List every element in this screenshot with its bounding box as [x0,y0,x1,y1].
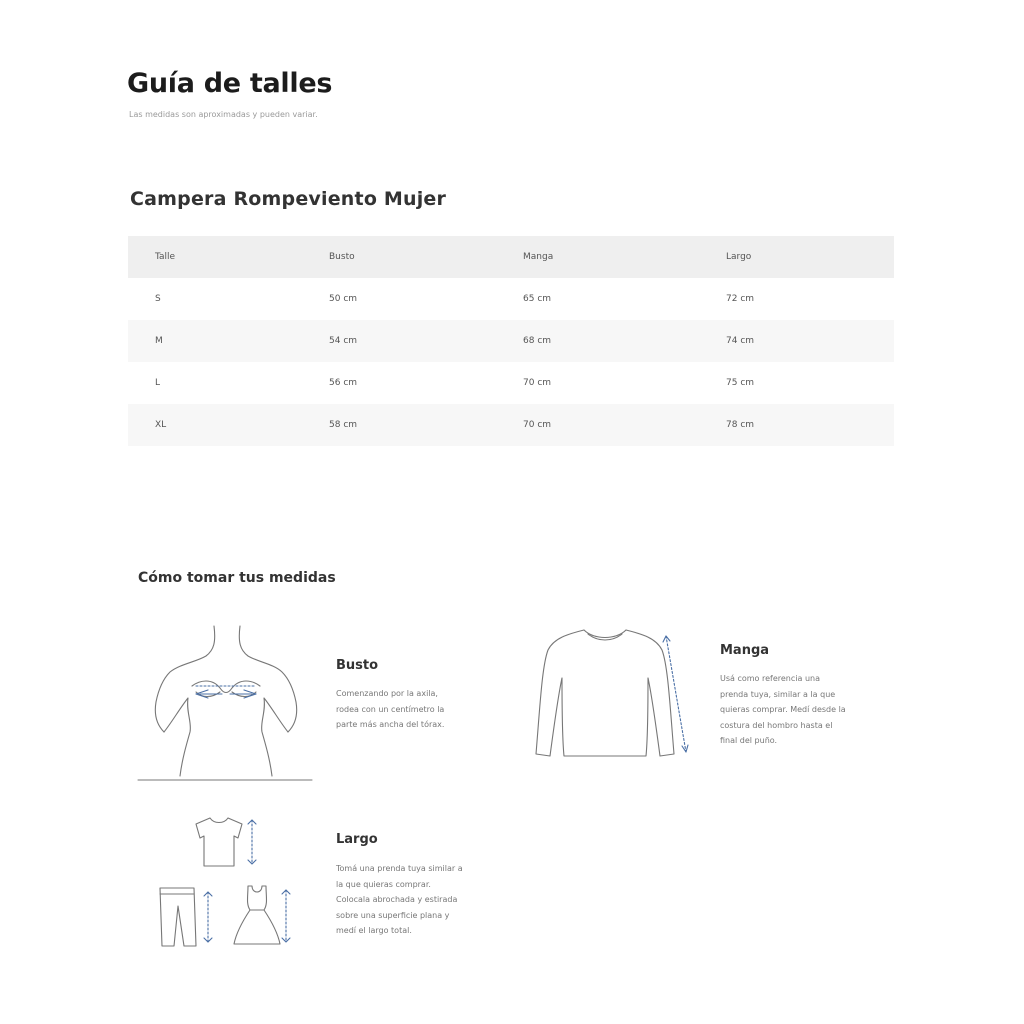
page-subtitle: Las medidas son aproximadas y pueden variar. [129,110,318,119]
manga-line: final del puño. [720,736,778,745]
manga-line: quieras comprar. Medí desde la [720,705,846,714]
column-header-largo: Largo [726,252,752,262]
table-row [128,362,894,404]
table-cell: M [155,336,163,346]
table-cell: S [155,294,161,304]
table-row [128,278,894,320]
busto-title: Busto [336,658,379,673]
dress-figure-icon [228,882,300,950]
table-row [128,320,894,362]
table-cell: 75 cm [726,378,755,388]
table-cell: 65 cm [523,294,552,304]
table-cell: 70 cm [523,378,552,388]
largo-title: Largo [336,832,378,847]
page-title: Guía de talles [127,68,333,99]
table-cell: XL [155,420,167,430]
table-header-row [128,236,894,278]
column-header-busto: Busto [329,252,355,262]
table-cell: 78 cm [726,420,755,430]
largo-line: Colocala abrochada y estirada [336,895,458,904]
table-cell: 72 cm [726,294,755,304]
largo-line: medí el largo total. [336,926,412,935]
largo-description [336,861,463,939]
table-cell: L [155,378,161,388]
largo-line: Tomá una prenda tuya similar a [336,864,463,873]
busto-line: Comenzando por la axila, [336,689,438,698]
sweater-figure-icon [532,626,692,766]
pants-figure-icon [154,884,218,950]
product-name: Campera Rompeviento Mujer [130,188,447,210]
table-cell: 54 cm [329,336,358,346]
table-cell: 56 cm [329,378,358,388]
table-row [128,404,894,446]
tshirt-figure-icon [192,814,264,870]
size-table [128,236,894,446]
manga-line: prenda tuya, similar a la que [720,689,836,699]
busto-line: rodea con un centímetro la [336,704,445,714]
manga-line: Usá como referencia una [720,674,820,683]
column-header-talle: Talle [155,252,176,262]
busto-line: parte más ancha del tórax. [336,720,445,729]
table-cell: 70 cm [523,420,552,430]
table-cell: 50 cm [329,294,358,304]
body-bust-figure-icon [136,622,316,784]
column-header-manga: Manga [523,252,554,262]
table-cell: 68 cm [523,336,552,346]
table-cell: 58 cm [329,420,358,430]
table-cell: 74 cm [726,336,755,346]
largo-line: sobre una superficie plana y [336,910,450,920]
manga-line: costura del hombro hasta el [720,720,833,730]
manga-description [720,671,846,749]
manga-title: Manga [720,643,770,658]
how-to-measure-title: Cómo tomar tus medidas [138,570,336,586]
busto-description [336,686,444,733]
largo-line: la que quieras comprar. [336,879,431,889]
